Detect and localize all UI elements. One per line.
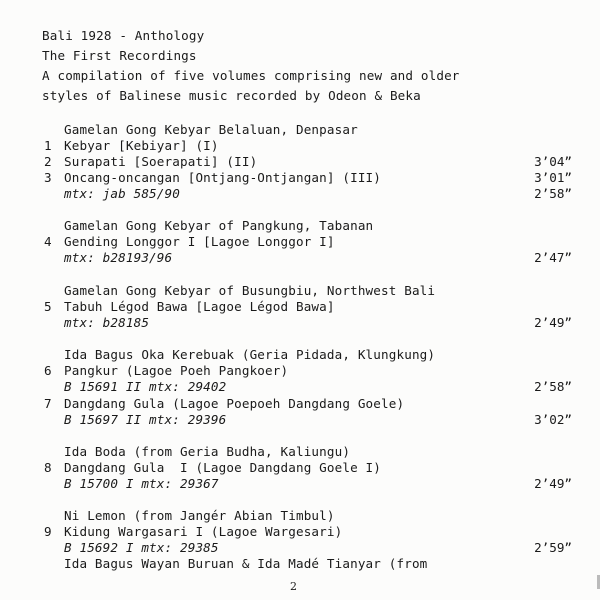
track-number: 5	[44, 299, 52, 314]
track-title: Gending Longgor I [Lagoe Longgor I]	[64, 234, 335, 249]
track-duration: 3’04”	[534, 154, 572, 169]
matrix-number: mtx: b28193/96	[64, 250, 173, 265]
track-duration: 2’58”	[534, 379, 572, 394]
performer-heading: Ida Boda (from Geria Budha, Kaliungu)	[64, 444, 351, 459]
track-duration: 2’58”	[534, 186, 572, 201]
track-duration: 2’47”	[534, 250, 572, 265]
performer-heading: Gamelan Gong Kebyar of Busungbiu, Northwest Bali	[64, 283, 436, 298]
track-title: Kebyar [Kebiyar] (I)	[64, 138, 219, 153]
track-number: 9	[44, 524, 52, 539]
track-title: Dangdang Gula I (Lagoe Dangdang Goele I)	[64, 460, 382, 475]
track-title: Tabuh Légod Bawa [Lagoe Légod Bawa]	[64, 299, 335, 314]
track-duration: 3’01”	[534, 170, 572, 185]
performer-heading: Ni Lemon (from Jangér Abian Timbul)	[64, 508, 335, 523]
matrix-number: B 15697 II mtx: 29396	[64, 412, 227, 427]
track-duration: 2’49”	[534, 476, 572, 491]
matrix-number: B 15692 I mtx: 29385	[64, 540, 219, 555]
track-title: Surapati [Soerapati] (II)	[64, 154, 258, 169]
track-number: 4	[44, 234, 52, 249]
track-duration: 3’02”	[534, 412, 572, 427]
performer-heading: Gamelan Gong Kebyar of Pangkung, Tabanan	[64, 218, 374, 233]
album-description-line-1: A compilation of five volumes comprising new and older	[42, 68, 460, 83]
track-title: Pangkur (Lagoe Poeh Pangkoer)	[64, 363, 289, 378]
matrix-number: B 15691 II mtx: 29402	[64, 379, 227, 394]
track-number: 7	[44, 396, 52, 411]
performer-heading: Ida Bagus Wayan Buruan & Ida Madé Tianyar (from	[64, 556, 428, 571]
track-number: 6	[44, 363, 52, 378]
performer-heading: Ida Bagus Oka Kerebuak (Geria Pidada, Klungkung)	[64, 347, 436, 362]
track-number: 2	[44, 154, 52, 169]
track-duration: 2’59”	[534, 540, 572, 555]
matrix-number: mtx: jab 585/90	[64, 186, 180, 201]
page-number: 2	[290, 580, 297, 593]
track-title: Dangdang Gula (Lagoe Poepoeh Dangdang Goele)	[64, 396, 405, 411]
matrix-number: mtx: b28185	[64, 315, 150, 330]
track-number: 3	[44, 170, 52, 185]
track-duration: 2’49”	[534, 315, 572, 330]
matrix-number: B 15700 I mtx: 29367	[64, 476, 219, 491]
track-title: Kidung Wargasari I (Lagoe Wargesari)	[64, 524, 343, 539]
track-number: 1	[44, 138, 52, 153]
track-number: 8	[44, 460, 52, 475]
performer-heading: Gamelan Gong Kebyar Belaluan, Denpasar	[64, 122, 358, 137]
album-subtitle: The First Recordings	[42, 48, 197, 63]
album-description-line-2: styles of Balinese music recorded by Odeon & Beka	[42, 88, 421, 103]
album-title: Bali 1928 - Anthology	[42, 28, 205, 43]
track-title: Oncang-oncangan [Ontjang-Ontjangan] (III)	[64, 170, 382, 185]
